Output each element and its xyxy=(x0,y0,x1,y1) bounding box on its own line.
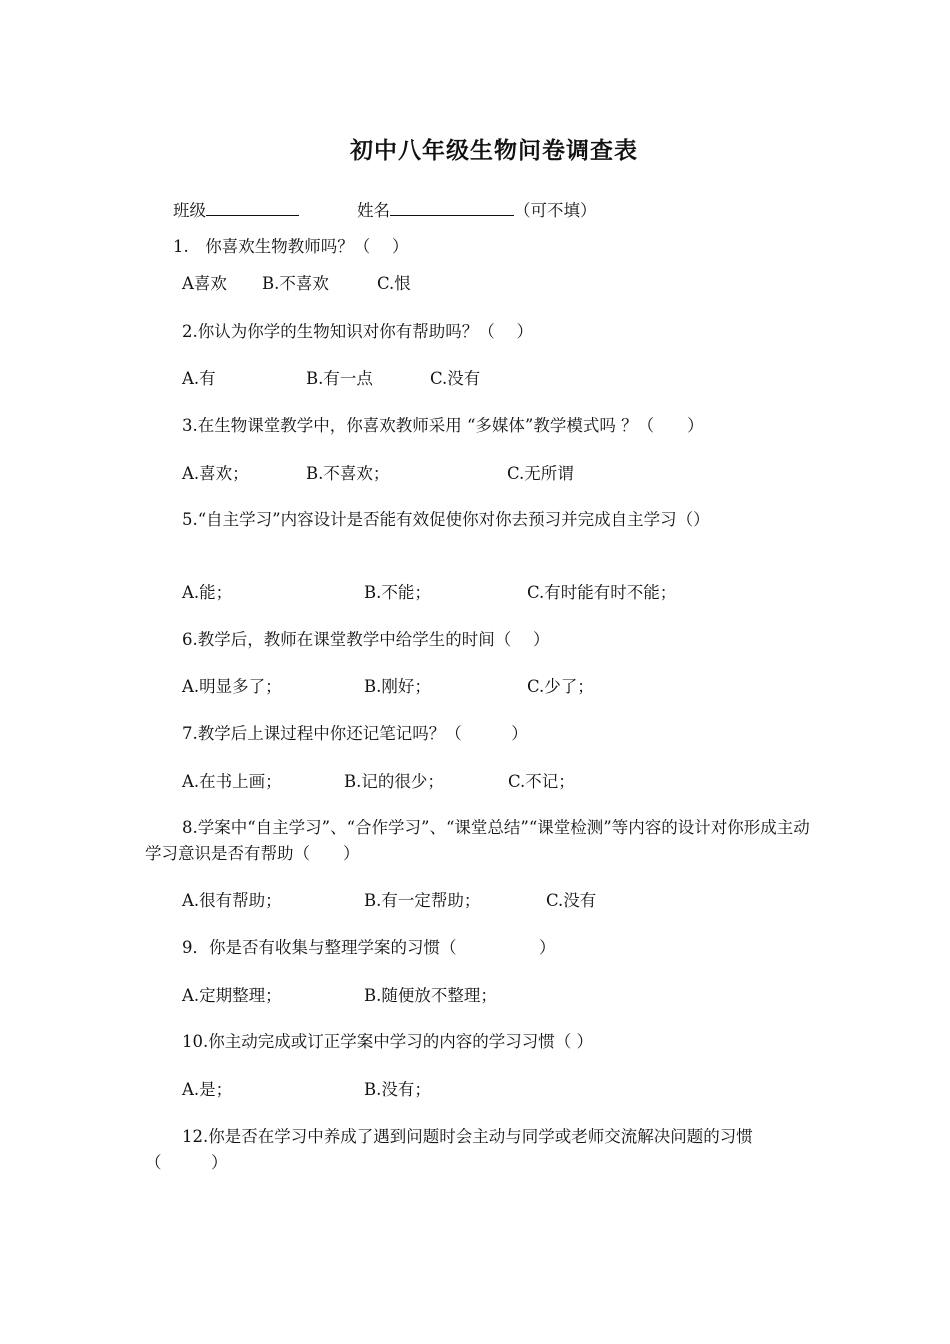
option[interactable]: A.定期整理； xyxy=(182,986,282,1005)
option[interactable]: C.没有 xyxy=(430,369,481,388)
option[interactable]: C.恨 xyxy=(377,274,411,293)
option[interactable]: C.有时能有时不能； xyxy=(527,583,677,602)
option[interactable]: A喜欢 xyxy=(182,274,227,293)
option[interactable]: B.没有； xyxy=(364,1080,431,1099)
option[interactable]: B.不能； xyxy=(364,583,431,602)
options-10 xyxy=(182,1077,847,1103)
option[interactable]: B.不喜欢 xyxy=(262,274,329,293)
question-9: 9．你是否有收集与整理学案的习惯（ ） xyxy=(182,938,556,957)
student-info-row xyxy=(173,197,838,224)
option[interactable]: B.刚好； xyxy=(364,677,431,696)
option[interactable]: B.有一点 xyxy=(306,369,373,388)
option[interactable]: A.明显多了； xyxy=(182,677,282,696)
question-7: 7.教学后上课过程中你还记笔记吗？（ ） xyxy=(182,724,528,743)
class-blank[interactable] xyxy=(206,197,299,216)
name-label: 姓名 xyxy=(357,201,390,220)
page-title: 初中八年级生物问卷调查表 xyxy=(350,138,638,164)
name-blank[interactable] xyxy=(390,197,514,216)
class-label: 班级 xyxy=(173,201,206,220)
option[interactable]: B.随便放不整理； xyxy=(364,986,497,1005)
optional-note: （可不填） xyxy=(514,201,597,220)
question-2: 2.你认为你学的生物知识对你有帮助吗？（ ） xyxy=(182,322,533,341)
option[interactable]: A.很有帮助； xyxy=(182,891,282,910)
option[interactable]: C.不记； xyxy=(508,772,575,791)
option[interactable]: A.喜欢； xyxy=(182,464,249,483)
question-1: 1. 你喜欢生物教师吗？（ ） xyxy=(173,237,409,256)
options-5 xyxy=(182,580,847,606)
options-7 xyxy=(182,769,847,795)
option[interactable]: A.是； xyxy=(182,1080,233,1099)
option[interactable]: A.能； xyxy=(182,583,233,602)
option[interactable]: A.在书上画； xyxy=(182,772,282,791)
options-2 xyxy=(182,366,847,392)
option[interactable]: B.记的很少； xyxy=(344,772,444,791)
question-5: 5.“自主学习”内容设计是否能有效促使你对你去预习并完成自主学习（） xyxy=(182,510,710,529)
question-6: 6.教学后，教师在课堂教学中给学生的时间（ ） xyxy=(182,630,550,649)
option[interactable]: C.少了； xyxy=(527,677,594,696)
option[interactable]: C.无所谓 xyxy=(507,464,574,483)
options-6 xyxy=(182,674,847,700)
question-12: 12.你是否在学习中养成了遇到问题时会主动与同学或老师交流解决问题的习惯（ ） xyxy=(145,1127,753,1172)
options-8 xyxy=(182,888,847,914)
option[interactable]: A.有 xyxy=(182,369,216,388)
options-1 xyxy=(182,271,847,297)
option[interactable]: B.不喜欢； xyxy=(306,464,390,483)
question-8: 8.学案中“自主学习”、“合作学习”、“课堂总结”“课堂检测”等内容的设计对你形成主动学习意识是否有帮助（ ） xyxy=(145,818,810,863)
question-10: 10.你主动完成或订正学案中学习的内容的学习习惯（ ） xyxy=(182,1032,593,1051)
option[interactable]: C.没有 xyxy=(546,891,597,910)
option[interactable]: B.有一定帮助； xyxy=(364,891,481,910)
options-9 xyxy=(182,983,847,1009)
options-3 xyxy=(182,461,847,487)
question-3: 3.在生物课堂教学中，你喜欢教师采用 “多媒体”教学模式吗 ？（ ） xyxy=(182,416,704,435)
